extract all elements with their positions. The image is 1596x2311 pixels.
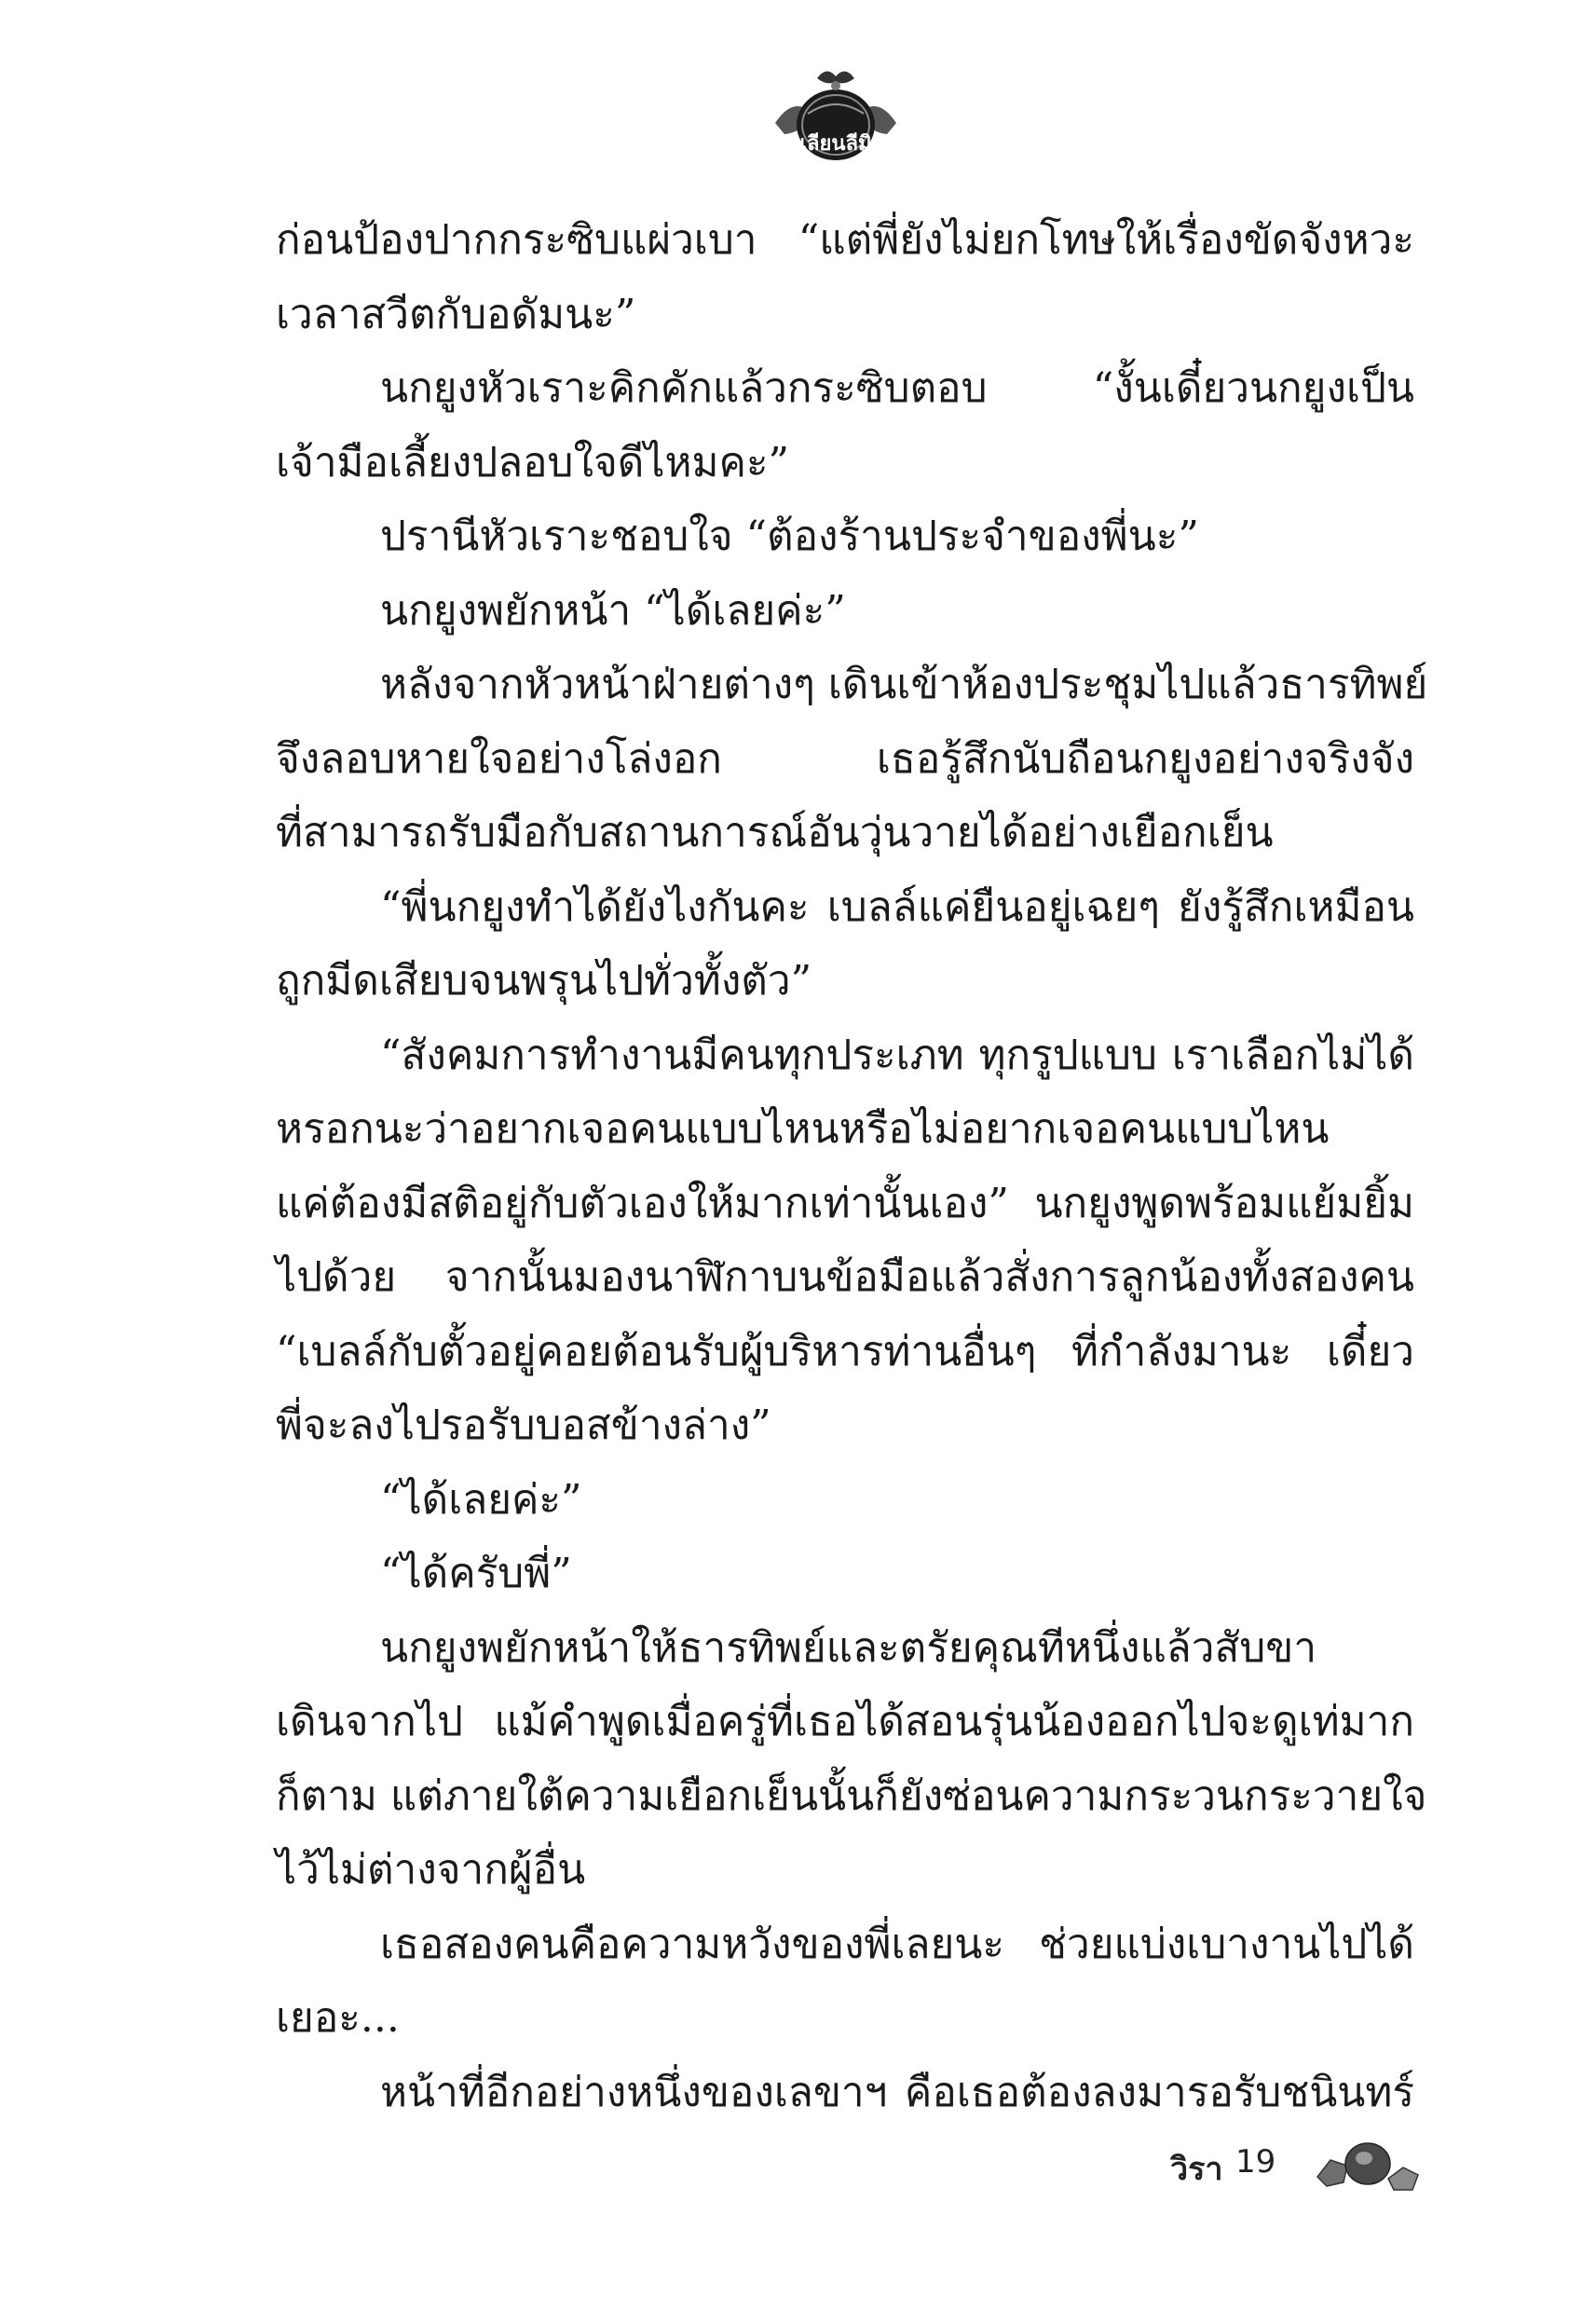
text-line: หน้าที่อีกอย่างหนึ่งของเลขาฯ คือเธอต้องลงมารอรับชนินทร์ [380,2068,1414,2116]
text-line: เจ้ามือเลี้ยงปลอบใจดีไหมคะ” [276,438,790,486]
text-line: ถูกมีดเสียบจนพรุนไปทั่วทั้งตัว” [276,957,812,1005]
logo-text: เลียนลีมิ [799,131,872,156]
text-line: “เบลล์กับตั้วอยู่คอยต้อนรับผู้บริหารท่านอื่นๆ ที่กำลังมานะ เดี๋ยว [276,1327,1414,1375]
text-line: “ได้ครับพี่” [380,1550,572,1597]
text-line: แค่ต้องมีสติอยู่กับตัวเองให้มากเท่านั้นเอง” นกยูงพูดพร้อมแย้มยิ้ม [276,1179,1414,1227]
text-line: ไว้ไม่ต่างจากผู้อื่น [276,1846,586,1894]
text-line: เวลาสวีตกับอดัมนะ” [276,290,636,338]
text-line: ที่สามารถรับมือกับสถานการณ์อันวุ่นวายได้อย่างเยือกเย็น [276,809,1274,856]
chapter-text [276,203,1428,2129]
text-line: เธอสองคนคือความหวังของพี่เลยนะ ช่วยแบ่งเบางานไปได้ [380,1920,1414,1968]
text-line: จึงลอบหายใจอย่างโล่งอก เธอรู้สึกนับถือนกยูงอย่างจริงจัง [276,734,1414,783]
page-number: 19 [1235,2143,1276,2181]
text-line: เยอะ... [276,1994,400,2042]
footer-title: วิรา [1170,2151,1223,2188]
text-line: ไปด้วย จากนั้นมองนาฬิกาบนข้อมือแล้วสั่งการลูกน้องทั้งสองคน [276,1253,1414,1301]
text-line: “สังคมการทำงานมีคนทุกประเภท ทุกรูปแบบ เราเลือกไม่ได้ [380,1031,1414,1079]
text-line: “พี่นกยูงทำได้ยังไงกันคะ เบลล์แค่ยืนอยู่เฉยๆ ยังรู้สึกเหมือน [380,882,1414,931]
text-line: นกยูงพยักหน้าให้ธารทิพย์และตรัยคุณทีหนึ่งแล้วสับขา [380,1623,1317,1672]
header-logo [766,58,906,170]
text-line: นกยูงหัวเราะคิกคักแล้วกระซิบตอบ “งั้นเดี๋ยวนกยูงเป็น [380,364,1414,412]
text-line: ก็ตาม แต่ภายใต้ความเยือกเย็นนั้นก็ยังซ่อนความกระวนกระวายใจ [276,1771,1427,1820]
text-line: ก่อนป้องปากกระซิบแผ่วเบา “แต่พี่ยังไม่ยกโทษให้เรื่องขัดจังหวะ [276,216,1414,264]
text-line: นกยูงพยักหน้า “ได้เลยค่ะ” [380,586,846,635]
text-line: ปรานีหัวเราะชอบใจ “ต้องร้านประจำของพี่นะ” [380,513,1199,560]
text-line: “ได้เลยค่ะ” [380,1475,582,1524]
text-line: หลังจากหัวหน้าฝ่ายต่างๆ เดินเข้าห้องประชุมไปแล้วธารทิพย์ [380,661,1428,708]
text-line: พี่จะลงไปรอรับบอสข้างล่าง” [276,1402,771,1449]
text-line: เดินจากไป แม้คำพูดเมื่อครู่ที่เธอได้สอนรุ่นน้องออกไปจะดูเท่มาก [276,1698,1414,1745]
text-line: หรอกนะว่าอยากเจอคนแบบไหนหรือไม่อยากเจอคนแบบไหน [276,1105,1330,1153]
gems-icon [1310,2132,1422,2197]
